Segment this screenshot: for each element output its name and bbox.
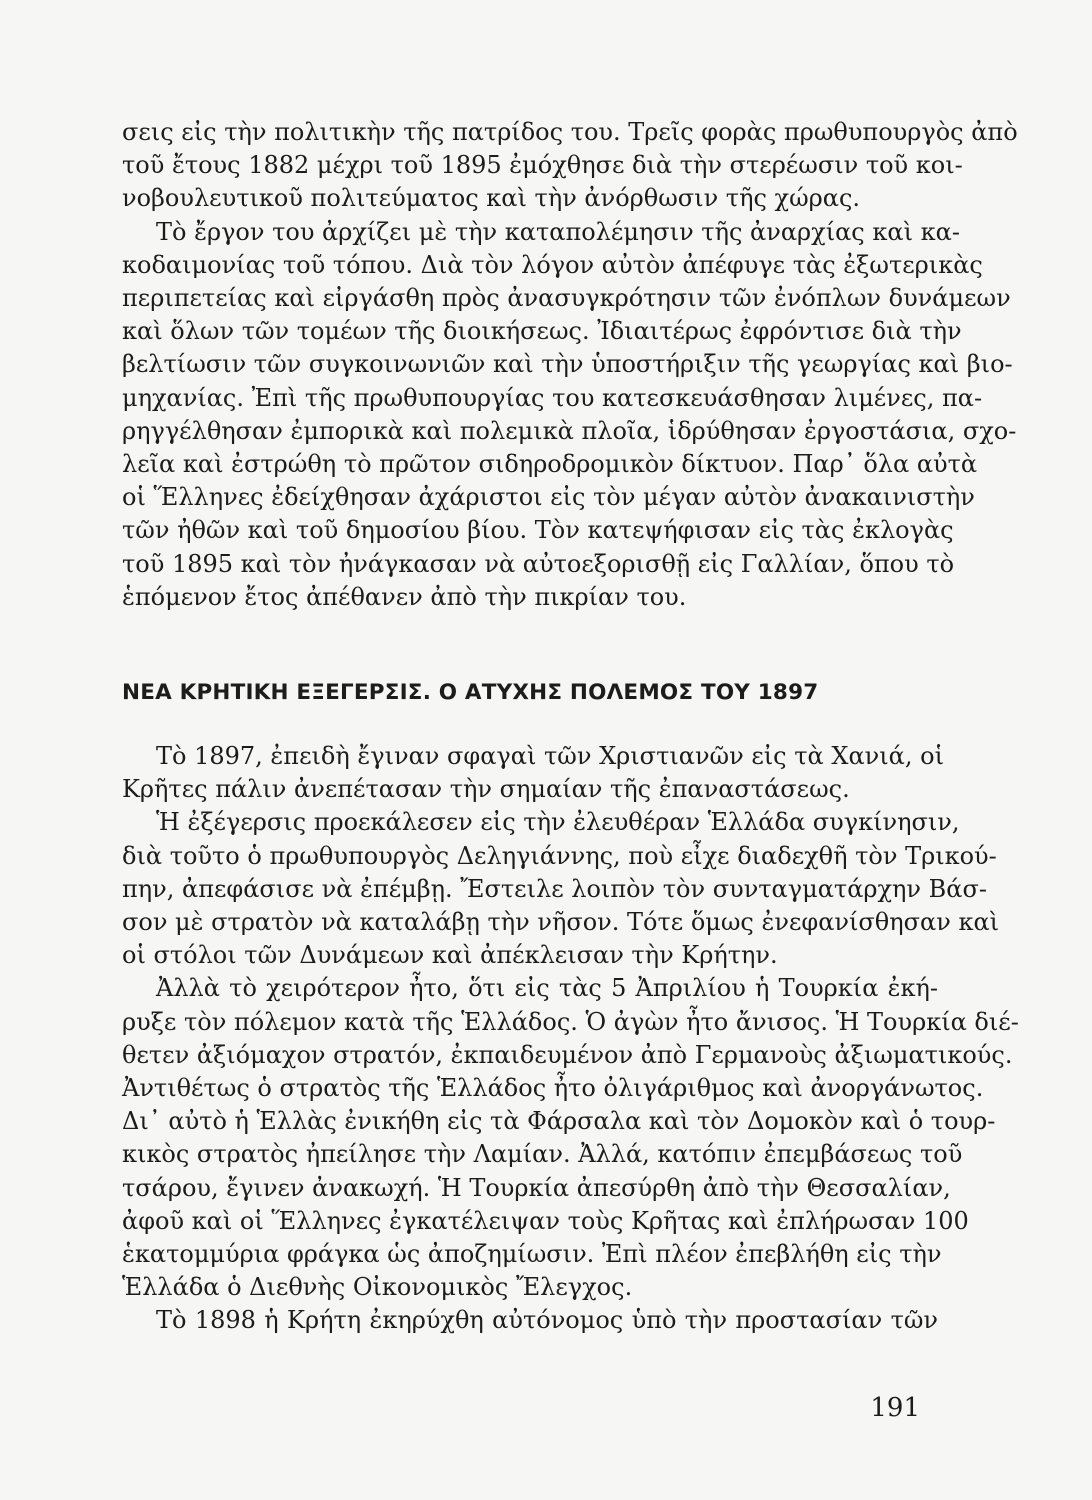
- text-line: Κρῆτες πάλιν ἀνεπέτασαν τὴν σημαίαν τῆς ἐπαναστάσεως.: [122, 775, 850, 804]
- paragraph-block-trikoupis: [122, 116, 1018, 614]
- text-line: Ἑλλάδα ὁ Διεθνὴς Οἰκονομικὸς Ἔλεγχος.: [122, 1273, 633, 1302]
- text-line: ρηγγέλθησαν ἐμπορικὰ καὶ πολεμικὰ πλοῖα, ἱδρύθησαν ἐργοστάσια, σχο-: [122, 416, 1017, 445]
- text-line: τοῦ ἔτους 1882 μέχρι τοῦ 1895 ἐμόχθησε διὰ τὴν στερέωσιν τοῦ κοι-: [122, 151, 963, 180]
- text-line: ἀφοῦ καὶ οἱ Ἕλληνες ἐγκατέλειψαν τοὺς Κρῆτας καὶ ἐπλήρωσαν 100: [122, 1206, 969, 1235]
- text-line: οἱ Ἕλληνες ἐδείχθησαν ἀχάριστοι εἰς τὸν μέγαν αὐτὸν ἀνακαινιστὴν: [122, 483, 975, 512]
- text-line: σεις εἰς τὴν πολιτικὴν τῆς πατρίδος του. Τρεῖς φορὰς πρωθυπουργὸς ἀπὸ: [122, 118, 1018, 146]
- text-line: κικὸς στρατὸς ἠπείλησε τὴν Λαμίαν. Ἀλλά, κατόπιν ἐπεμβάσεως τοῦ: [122, 1140, 963, 1169]
- text-line: Δι᾽ αὐτὸ ἡ Ἑλλὰς ἐνικήθη εἰς τὰ Φάρσαλα καὶ τὸν Δομοκὸν καὶ ὁ τουρ-: [122, 1107, 996, 1136]
- text-line: ἑπόμενον ἔτος ἀπέθανεν ἀπὸ τὴν πικρίαν του.: [122, 582, 687, 611]
- text-line: τσάρου, ἔγινεν ἀνακωχή. Ἡ Τουρκία ἀπεσύρθη ἀπὸ τὴν Θεσσαλίαν,: [122, 1173, 951, 1202]
- text-line: νοβουλευτικοῦ πολιτεύματος καὶ τὴν ἀνόρθωσιν τῆς χώρας.: [122, 184, 861, 213]
- text-line: οἱ στόλοι τῶν Δυνάμεων καὶ ἀπέκλεισαν τὴν Κρήτην.: [122, 941, 778, 970]
- text-line: τῶν ἠθῶν καὶ τοῦ δημοσίου βίου. Τὸν κατεψήφισαν εἰς τὰς ἐκλογὰς: [122, 516, 954, 545]
- text-line: Τὸ ἔργον του ἀρχίζει μὲ τὴν καταπολέμησιν τῆς ἀναρχίας καὶ κα-: [156, 217, 960, 246]
- text-line: τοῦ 1895 καὶ τὸν ἠνάγκασαν νὰ αὐτοεξορισθῇ εἰς Γαλλίαν, ὅπου τὸ: [122, 549, 955, 578]
- text-line: Τὸ 1897, ἐπειδὴ ἔγιναν σφαγαὶ τῶν Χριστιανῶν εἰς τὰ Χανιά, οἱ: [156, 742, 944, 770]
- text-line: Ἀντιθέτως ὁ στρατὸς τῆς Ἑλλάδος ἦτο ὀλιγάριθμος καὶ ἀνοργάνωτος.: [122, 1074, 984, 1103]
- paragraph-block-1897-war: [122, 740, 1019, 1338]
- page-number: 191: [870, 1393, 920, 1423]
- text-line: σον μὲ στρατὸν νὰ καταλάβῃ τὴν νῆσον. Τότε ὅμως ἐνεφανίσθησαν καὶ: [122, 908, 1000, 937]
- text-line: θετεν ἀξιόμαχον στρατόν, ἐκπαιδευμένον ἀπὸ Γερμανοὺς ἀξιωματικούς.: [122, 1040, 1013, 1069]
- text-line: Τὸ 1898 ἡ Κρήτη ἐκηρύχθη αὐτόνομος ὑπὸ τὴν προστασίαν τῶν: [156, 1306, 938, 1335]
- text-line: βελτίωσιν τῶν συγκοινωνιῶν καὶ τὴν ὑποστήριξιν τῆς γεωργίας καὶ βιο-: [122, 350, 1013, 379]
- text-line: ἑκατομμύρια φράγκα ὡς ἀποζημίωσιν. Ἐπὶ πλέον ἐπεβλήθη εἰς τὴν: [122, 1240, 942, 1269]
- text-line: κοδαιμονίας τοῦ τόπου. Διὰ τὸν λόγον αὐτὸν ἀπέφυγε τὰς ἐξωτερικὰς: [122, 250, 983, 279]
- text-line: ρυξε τὸν πόλεμον κατὰ τῆς Ἑλλάδος. Ὁ ἀγὼν ἦτο ἄνισος. Ἡ Τουρκία διέ-: [122, 1007, 1019, 1036]
- text-line: περιπετείας καὶ εἰργάσθη πρὸς ἀνασυγκρότησιν τῶν ἐνόπλων δυνάμεων: [122, 284, 1011, 313]
- text-line: μηχανίας. Ἐπὶ τῆς πρωθυπουργίας του κατεσκευάσθησαν λιμένες, πα-: [122, 383, 983, 412]
- text-line: καὶ ὅλων τῶν τομέων τῆς διοικήσεως. Ἰδιαιτέρως ἐφρόντισε διὰ τὴν: [122, 317, 962, 346]
- text-line: Ἡ ἐξέγερσις προεκάλεσεν εἰς τὴν ἐλευθέραν Ἑλλάδα συγκίνησιν,: [156, 808, 960, 837]
- text-line: λεῖα καὶ ἐστρώθη τὸ πρῶτον σιδηροδρομικὸν δίκτυον. Παρ᾽ ὅλα αὐτὰ: [122, 450, 978, 479]
- section-heading: ΝΕΑ ΚΡΗΤΙΚΗ ΕΞΕΓΕΡΣΙΣ. Ο ΑΤΥΧΗΣ ΠΟΛΕΜΟΣ ΤΟΥ 1897: [122, 680, 819, 705]
- text-line: διὰ τοῦτο ὁ πρωθυπουργὸς Δεληγιάννης, ποὺ εἶχε διαδεχθῆ τὸν Τρικού-: [122, 841, 997, 870]
- text-line: Ἀλλὰ τὸ χειρότερον ἦτο, ὅτι εἰς τὰς 5 Ἀπριλίου ἡ Τουρκία ἐκή-: [156, 974, 938, 1003]
- text-line: πην, ἀπεφάσισε νὰ ἐπέμβῃ. Ἔστειλε λοιπὸν τὸν συνταγματάρχην Βάσ-: [122, 874, 987, 903]
